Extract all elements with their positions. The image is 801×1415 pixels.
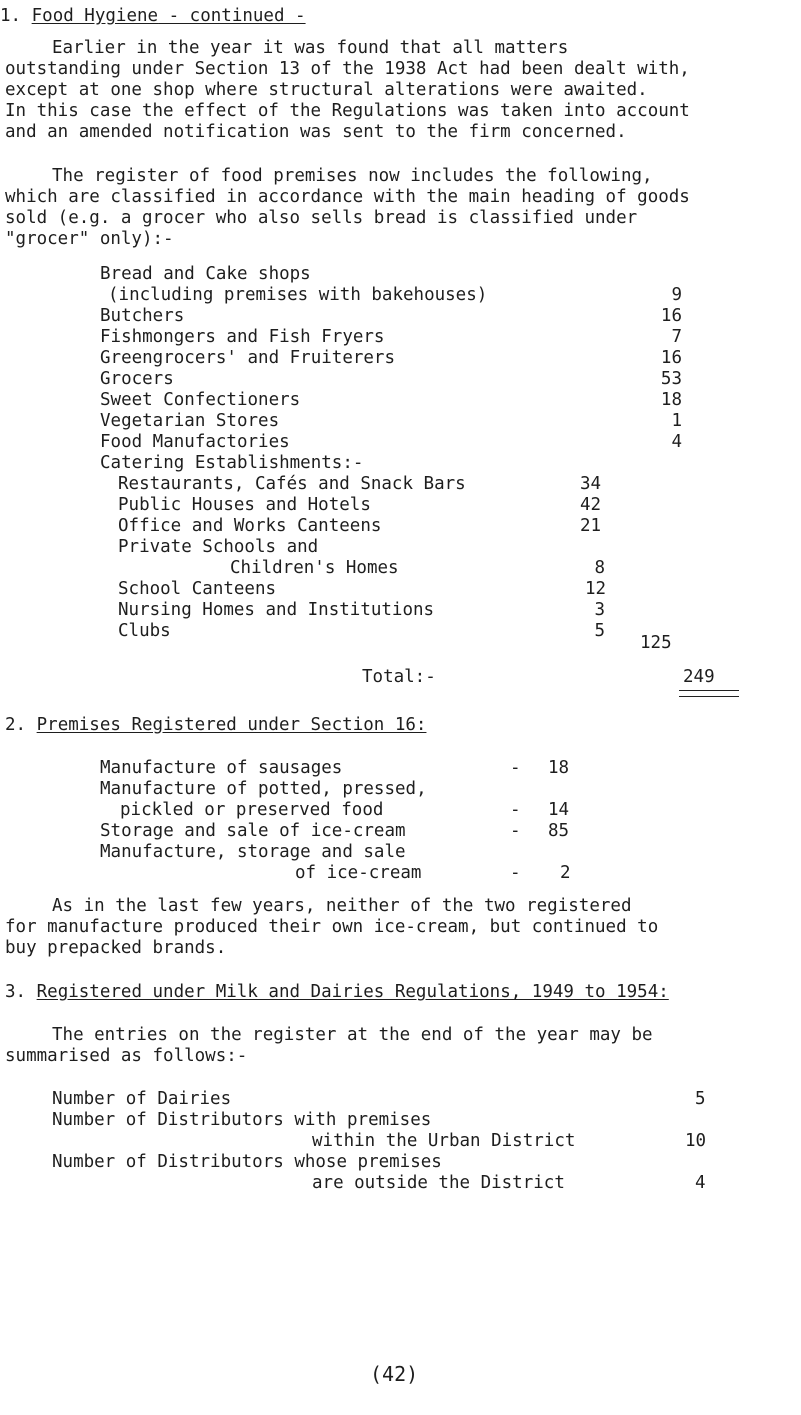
paragraph-line: buy prepacked brands. bbox=[5, 938, 227, 958]
page-number: (42) bbox=[370, 1362, 419, 1386]
paragraph-line: sold (e.g. a grocer who also sells bread is classified under bbox=[5, 208, 638, 228]
list-item-dash: - bbox=[510, 863, 521, 883]
list-item-label: Restaurants, Cafés and Snack Bars bbox=[118, 474, 466, 494]
list-item-label: Manufacture of sausages bbox=[100, 758, 343, 778]
section-2-heading bbox=[5, 715, 426, 736]
paragraph-line: As in the last few years, neither of the two registered bbox=[52, 896, 632, 916]
paragraph-line: In this case the effect of the Regulations was taken into account bbox=[5, 101, 690, 121]
section-title-suffix: - continued - bbox=[158, 6, 306, 26]
list-item-dash: - bbox=[510, 800, 521, 820]
list-item-label: Private Schools and bbox=[118, 537, 319, 557]
list-item-label: School Canteens bbox=[118, 579, 277, 599]
paragraph-line: The entries on the register at the end of the year may be bbox=[52, 1025, 653, 1045]
list-item-label: Vegetarian Stores bbox=[100, 411, 280, 431]
list-item-value: 18 bbox=[660, 390, 682, 410]
section-number: 2. bbox=[5, 715, 27, 735]
section-title: Premises Registered under Section 16: bbox=[36, 715, 427, 735]
list-item-label: pickled or preserved food bbox=[120, 800, 384, 820]
total-value: 249 bbox=[683, 667, 715, 687]
list-item-value: 10 bbox=[685, 1131, 707, 1151]
list-item-label: Nursing Homes and Institutions bbox=[118, 600, 435, 620]
list-item-label: of ice-cream bbox=[295, 863, 422, 883]
list-item-value: 3 bbox=[594, 600, 605, 620]
page-title bbox=[0, 6, 306, 27]
list-item-value: 16 bbox=[660, 348, 682, 368]
list-item-label: Children's Homes bbox=[230, 558, 399, 578]
list-item-value: 85 bbox=[548, 821, 570, 841]
paragraph-line: Earlier in the year it was found that all matters bbox=[52, 38, 569, 58]
list-item-label: Fishmongers and Fish Fryers bbox=[100, 327, 385, 347]
paragraph-line: for manufacture produced their own ice-cream, but continued to bbox=[5, 917, 659, 937]
list-item-label: Sweet Confectioners bbox=[100, 390, 301, 410]
paragraph-line: outstanding under Section 13 of the 1938 Act had been dealt with, bbox=[5, 59, 690, 79]
list-item-value: 16 bbox=[660, 306, 682, 326]
list-item-value: 4 bbox=[671, 432, 682, 452]
paragraph-line: "grocer" only):- bbox=[5, 229, 174, 249]
list-item-label: Number of Dairies bbox=[52, 1089, 232, 1109]
list-item-label: Public Houses and Hotels bbox=[118, 495, 371, 515]
list-item-label: Number of Distributors with premises bbox=[52, 1110, 432, 1130]
section-3-heading bbox=[5, 982, 669, 1003]
paragraph-line: except at one shop where structural alterations were awaited. bbox=[5, 80, 648, 100]
list-item-value: 8 bbox=[594, 558, 605, 578]
list-item-label: Manufacture, storage and sale bbox=[100, 842, 406, 862]
list-item-value: 42 bbox=[580, 495, 602, 515]
list-item-label: Manufacture of potted, pressed, bbox=[100, 779, 427, 799]
section-title: Food Hygiene bbox=[31, 6, 159, 26]
list-item-value: 12 bbox=[585, 579, 607, 599]
list-item-label: Clubs bbox=[118, 621, 171, 641]
paragraph-line: which are classified in accordance with the main heading of goods bbox=[5, 187, 690, 207]
paragraph-line: The register of food premises now includes the following, bbox=[52, 166, 653, 186]
list-item-value: 5 bbox=[594, 621, 605, 641]
list-item-value: 4 bbox=[695, 1173, 706, 1193]
list-item-value: 1 bbox=[671, 411, 682, 431]
list-item-label: Food Manufactories bbox=[100, 432, 290, 452]
list-item-label: Butchers bbox=[100, 306, 185, 326]
list-item-label: Grocers bbox=[100, 369, 174, 389]
paragraph-line: and an amended notification was sent to the firm concerned. bbox=[5, 122, 627, 142]
section-number: 3. bbox=[5, 982, 27, 1002]
catering-subtotal: 125 bbox=[640, 633, 672, 653]
list-item-label: Number of Distributors whose premises bbox=[52, 1152, 442, 1172]
total-label: Total:- bbox=[362, 667, 436, 687]
list-item-value: 21 bbox=[580, 516, 602, 536]
list-item-value: 14 bbox=[548, 800, 570, 820]
list-item-value: 7 bbox=[671, 327, 682, 347]
double-underline bbox=[679, 690, 739, 697]
list-item-value: 5 bbox=[695, 1089, 706, 1109]
list-item-label: (including premises with bakehouses) bbox=[108, 285, 488, 305]
list-item-label: Catering Establishments:- bbox=[100, 453, 364, 473]
list-item-label: within the Urban District bbox=[312, 1131, 576, 1151]
list-item-value: 18 bbox=[548, 758, 570, 778]
list-item-dash: - bbox=[510, 821, 521, 841]
list-item-label: Bread and Cake shops bbox=[100, 264, 311, 284]
list-item-value: 9 bbox=[671, 285, 682, 305]
list-item-dash: - bbox=[510, 758, 521, 778]
section-title: Registered under Milk and Dairies Regulations, 1949 to 1954: bbox=[36, 982, 669, 1002]
list-item-label: Office and Works Canteens bbox=[118, 516, 382, 536]
list-item-label: Storage and sale of ice-cream bbox=[100, 821, 406, 841]
list-item-label: are outside the District bbox=[312, 1173, 565, 1193]
paragraph-line: summarised as follows:- bbox=[5, 1046, 248, 1066]
section-number: 1. bbox=[0, 6, 22, 26]
list-item-value: 2 bbox=[560, 863, 571, 883]
list-item-value: 53 bbox=[660, 369, 682, 389]
list-item-label: Greengrocers' and Fruiterers bbox=[100, 348, 396, 368]
list-item-value: 34 bbox=[580, 474, 602, 494]
